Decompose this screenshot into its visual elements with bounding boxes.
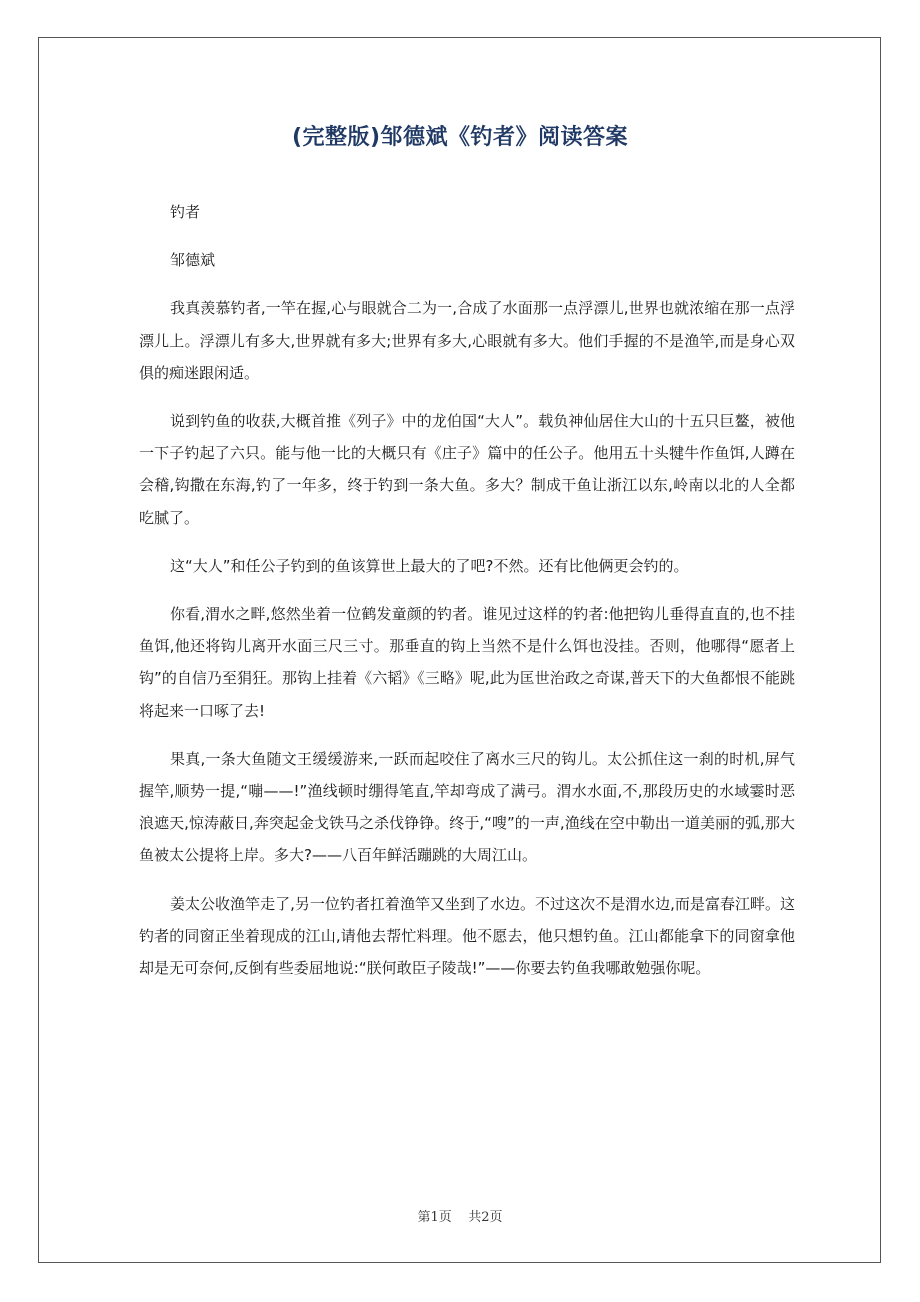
paragraph: 我真羡慕钓者,一竿在握,心与眼就合二为一,合成了水面那一点浮漂儿,世界也就浓缩在那一点浮漂儿上。浮漂儿有多大,世界就有多大;世界有多大,心眼就有多大。他们手握的不是渔竿,而是身心双俱的痴迷跟闲适。 (139, 299, 795, 382)
footer-total-pages: 2 (481, 1210, 490, 1225)
paragraph: 这“大人”和任公子钓到的鱼该算世上最大的了吧?不然。还有比他俩更会钓的。 (170, 556, 689, 575)
article-title: 钓者 (170, 203, 201, 221)
article-author: 邹德斌 (170, 251, 216, 270)
paragraph: 姜太公收渔竿走了,另一位钓者扛着渔竿又坐到了水边。不过这次不是渭水边,而是富春江畔。这钓者的同窗正坐着现成的江山,请他去帮忙料理。他不愿去，他只想钓鱼。江山都能拿下的同窗拿他却是无可奈何,反倒有些委屈地说:“朕何敢臣子陵哉!”——你要去钓鱼我哪敢勉强你呢。 (139, 894, 795, 978)
page-footer (0, 1206, 920, 1225)
paragraph: 你看,渭水之畔,悠然坐着一位鹤发童颜的钓者。谁见过这样的钓者:他把钩儿垂得直直的,也不挂鱼饵,他还将钩儿离开水面三尺三寸。那垂直的钩上当然不是什么饵也没挂。否则，他哪得“愿者上钩”的自信乃至狷狂。那钩上挂着《六韬》《三略》呢,此为匡世治政之奇谋,普天下的大鱼都恨不能跳将起来一口啄了去! (139, 605, 795, 720)
document-title: (完整版)邹德斌《钓者》阅读答案 (291, 125, 629, 150)
paragraph: 说到钓鱼的收获,大概首推《列子》中的龙伯国“大人”。载负神仙居住大山的十五只巨鳌，被他一下子钓起了六只。能与他一比的大概只有《庄子》篇中的任公子。他用五十头犍牛作鱼饵,人蹲在会稽,钩撒在东海,钓了一年多，终于钓到一条大鱼。多大？制成干鱼让浙江以东,岭南以北的人全都吃腻了。 (139, 412, 795, 527)
footer-current-page: 1 (430, 1210, 439, 1225)
footer-middle: 页 共 (438, 1210, 482, 1225)
paragraph: 果真,一条大鱼随文王缓缓游来,一跃而起咬住了离水三尺的钩儿。太公抓住这一刹的时机,屏气握竿,顺势一提,“嘣——!”渔线顿时绷得笔直,竿却弯成了满弓。渭水水面,不,那段历史的水域霎时恶浪遮天,惊涛蔽日,奔突起金戈铁马之杀伐铮铮。终于,“嗖”的一声,渔线在空中勒出一道美丽的弧,那大鱼被太公提将上岸。多大?——八百年鲜活蹦跳的大周江山。 (139, 749, 795, 865)
footer-prefix: 第 (417, 1210, 431, 1225)
footer-suffix: 页 (489, 1210, 503, 1225)
document-body (139, 196, 795, 1000)
